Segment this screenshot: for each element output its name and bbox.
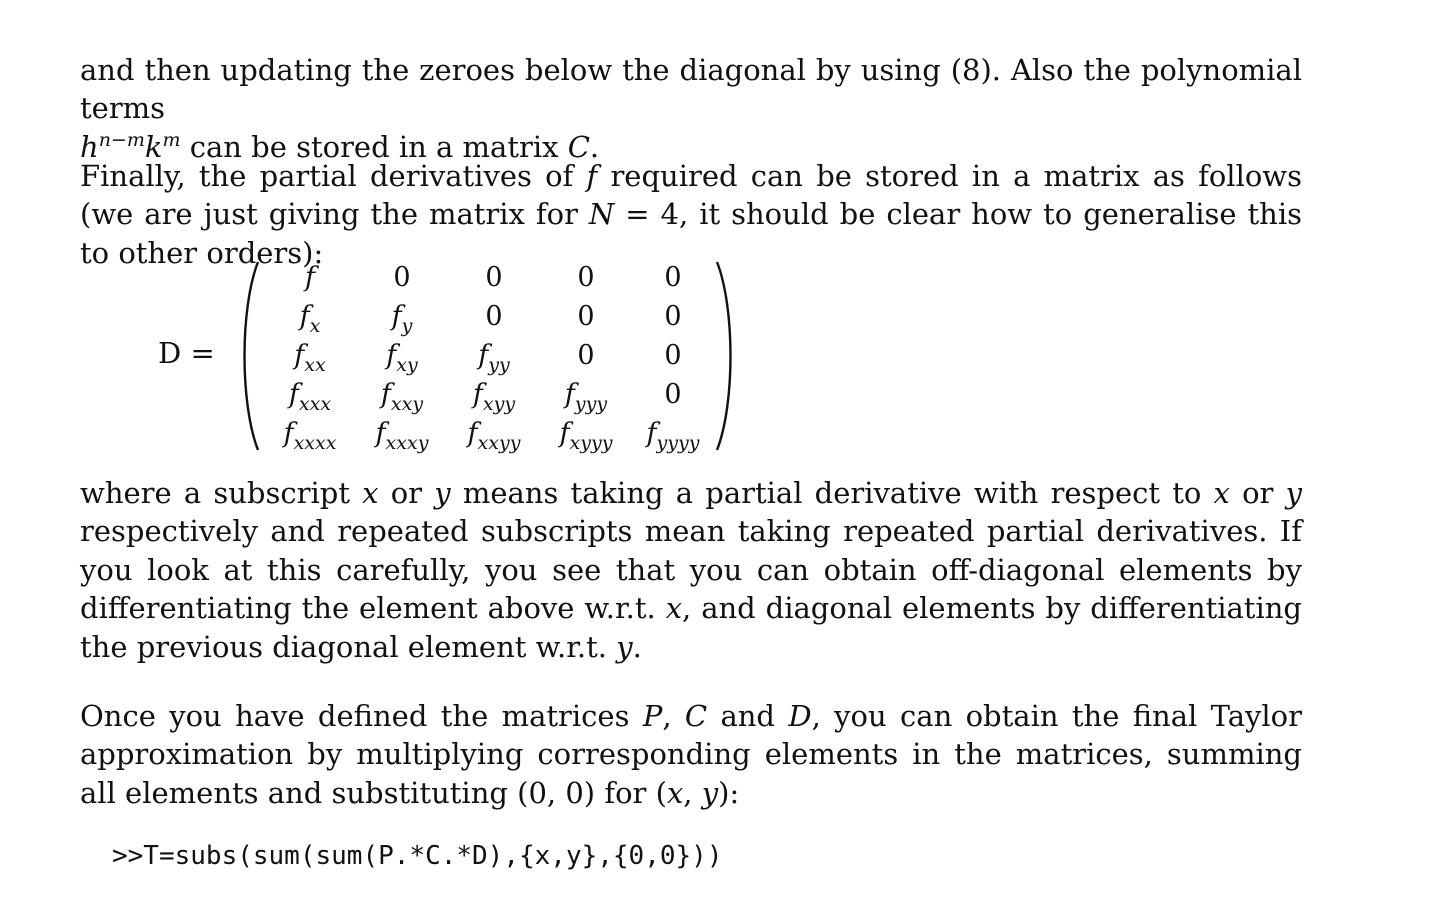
derivative-matrix (234, 258, 739, 454)
text: , 0) for ( (546, 775, 667, 810)
text: , you can obtain the final Taylor approximation by multiplying corresponding elements in the matrices, summing all elements and substituting (0 (80, 699, 1303, 810)
matrix-cell: 0 (393, 262, 411, 293)
matrix-cell: $f_x$ (299, 301, 321, 337)
math-sup: n−m (98, 128, 145, 151)
matrix-cell: $f_{xxyy}$ (467, 418, 521, 454)
matrix-cell: $f_{xxx}$ (288, 379, 332, 415)
matrix-cell: 0 (664, 379, 682, 410)
matrix-cell: $f_{xxy}$ (380, 379, 424, 415)
matrix-cell: 0 (485, 301, 503, 332)
matrix-cell: $f_{xxxy}$ (375, 418, 429, 454)
text: . (632, 629, 642, 664)
text: Once you have defined the matrices (80, 699, 643, 733)
math-y: y (1285, 476, 1302, 510)
math-N: N (588, 197, 615, 232)
paragraph-3 (80, 474, 1302, 666)
math-x: x (1213, 476, 1230, 510)
math-sup: m (162, 128, 181, 151)
text: , and diagonal elements by differentiating the previous diagonal element w.r.t. (80, 591, 1302, 664)
math-h: h (80, 129, 99, 164)
text: . (589, 129, 600, 164)
matrix-cell: 0 (577, 340, 595, 371)
text: ): (718, 775, 740, 810)
paragraph-1 (80, 51, 1302, 170)
code-line: >>T=subs(sum(sum(P.*C.*D),{x,y},{0,0})) (112, 841, 723, 871)
matrix-cell: 0 (485, 262, 503, 293)
text: where a subscript (80, 476, 363, 510)
paragraph-2 (80, 157, 1302, 272)
math-k: k (144, 129, 163, 164)
matrix-cell: $f_y$ (391, 301, 413, 337)
matrix-cell: $f_{xyyy}$ (559, 418, 613, 454)
text: can be stored in a matrix (180, 129, 568, 164)
text: = 4, it should be clear how to generalise this to other orders): (80, 197, 1302, 270)
left-paren-icon (234, 258, 264, 454)
matrix-cell: $f_{xx}$ (294, 340, 326, 376)
text: means taking a partial derivative with respect to (450, 476, 1214, 510)
math-P: P (642, 699, 663, 733)
matrix-cell: $f_{yyy}$ (564, 379, 608, 415)
matrix-cell: $f_{yy}$ (478, 340, 510, 376)
matrix-label: D = (158, 336, 215, 370)
math-y: y (701, 775, 719, 810)
math-D: D (788, 699, 812, 733)
matrix-cell: f (305, 262, 315, 293)
matrix-cell: 0 (577, 262, 595, 293)
text: and then updating the zeroes below the diagonal by using (8). Also the polynomial terms (80, 53, 1302, 126)
text: and (707, 699, 789, 733)
text: or (378, 476, 435, 510)
math-x: x (362, 476, 379, 510)
math-x: x (666, 775, 684, 810)
matrix-cell: 0 (664, 340, 682, 371)
text: or (1229, 476, 1286, 510)
paragraph-4 (80, 697, 1302, 812)
math-y: y (434, 476, 451, 510)
matrix-cell: 0 (664, 262, 682, 293)
text: Finally, the partial derivatives of (80, 159, 587, 193)
math-f: f (586, 159, 598, 193)
matrix-cell: 0 (664, 301, 682, 332)
math-x: x (665, 591, 683, 626)
math-y: y (616, 629, 633, 664)
text: , (662, 699, 685, 733)
math-C: C (567, 129, 590, 164)
matrix-cell: $f_{xxxx}$ (283, 418, 337, 454)
matrix-cell: $f_{xy}$ (386, 340, 418, 376)
text: , (683, 775, 702, 810)
matrix-grid (264, 258, 714, 454)
matrix-cell: $f_{xyy}$ (472, 379, 516, 415)
text: respectively and repeated subscripts mean taking repeated partial derivatives. If you look at this carefully, you see that you can obtain off-diagonal elements by differentiating the element above w.r.t. (80, 514, 1302, 626)
right-paren-icon (711, 258, 741, 454)
math-C: C (684, 699, 708, 733)
matrix-cell: $f_{yyyy}$ (646, 418, 700, 454)
matrix-cell: 0 (577, 301, 595, 332)
text: required can be stored in a matrix as follows (we are just giving the matrix for (80, 159, 1303, 232)
